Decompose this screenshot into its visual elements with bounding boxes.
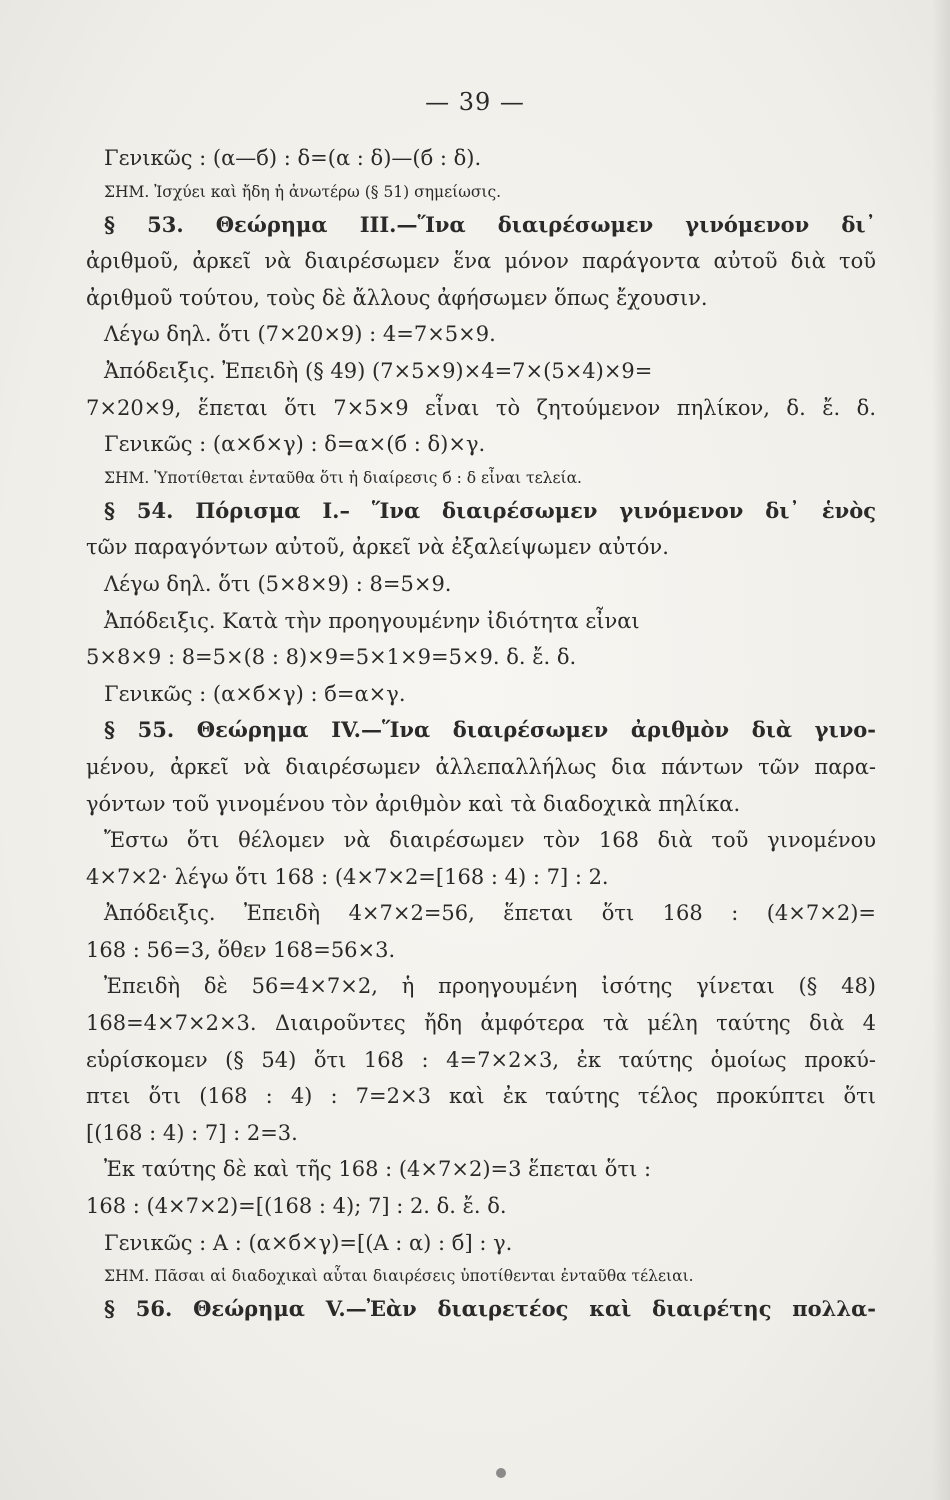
text-line: Ἀπόδειξις. Ἐπειδὴ (§ 49) (7×5×9)×4=7×(5×4)×9= — [104, 358, 653, 383]
printer-dot-mark — [496, 1468, 506, 1478]
section-heading-56: § 56. Θεώρημα V.—Ἐὰν διαιρετέος καὶ διαιρέτης πολλα- — [104, 1296, 876, 1322]
text-line: 168 : 56=3, ὅθεν 168=56×3. — [86, 937, 396, 962]
section-heading-54: § 54. Πόρισμα I.– Ἵνα διαιρέσωμεν γινόμενον δι᾽ ἑνὸς — [104, 497, 876, 523]
note-line: ΣΗΜ. Ὑποτίθεται ἐνταῦθα ὅτι ἡ διαίρεσις б : δ εἶναι τελεία. — [104, 468, 582, 487]
text-line: ἀριθμοῦ, ἀρκεῖ νὰ διαιρέσωμεν ἕνα μόνον παράγοντα αὐτοῦ διὰ τοῦ — [86, 249, 876, 274]
text-line: ἀριθμοῦ τούτου, τοὺς δὲ ἄλλους ἀφήσωμεν ὅπως ἔχουσιν. — [86, 285, 708, 310]
text-line: Λέγω δηλ. ὅτι (7×20×9) : 4=7×5×9. — [104, 322, 496, 347]
text-line: Ἀπόδειξις. Ἐπειδὴ 4×7×2=56, ἕπεται ὅτι 168 : (4×7×2)= — [104, 901, 876, 926]
text-line: τῶν παραγόντων αὐτοῦ, ἀρκεῖ νὰ ἐξαλείψωμεν αὐτόν. — [86, 535, 669, 560]
text-line: Γενικῶς : (α—б) : δ=(α : δ)—(б : δ). — [104, 146, 482, 170]
text-line: 4×7×2· λέγω ὅτι 168 : (4×7×2=[168 : 4) : 7] : 2. — [86, 864, 609, 889]
text-line: Γενικῶς : (α×б×γ) : б=α×γ. — [104, 681, 406, 706]
text-line: Γενικῶς : Α : (α×б×γ)=[(Α : α) : б] : γ. — [104, 1230, 513, 1255]
section-heading-55: § 55. Θεώρημα IV.—Ἵνα διαιρέσωμεν ἀριθμὸν διὰ γινο- — [104, 717, 876, 743]
section-heading-53: § 53. Θεώρημα III.—Ἵνα διαιρέσωμεν γινόμενον δι᾽ — [104, 211, 876, 237]
text-line: Ἐκ ταύτης δὲ καὶ τῆς 168 : (4×7×2)=3 ἕπεται ὅτι : — [104, 1157, 652, 1182]
text-line: Γενικῶς : (α×б×γ) : δ=α×(б : δ)×γ. — [104, 432, 486, 457]
page-number: — 39 — — [425, 88, 525, 116]
text-line: [(168 : 4) : 7] : 2=3. — [86, 1120, 298, 1145]
note-line: ΣΗΜ. Ἰσχύει καὶ ἤδη ἡ ἀνωτέρω (§ 51) σημείωσις. — [104, 182, 502, 201]
text-line: μένου, ἀρκεῖ νὰ διαιρέσωμεν ἀλλεπαλλήλως δια πάντων τῶν παρα- — [86, 754, 876, 779]
text-line: 7×20×9, ἕπεται ὅτι 7×5×9 εἶναι τὸ ζητούμενον πηλίκον, δ. ἔ. δ. — [86, 395, 876, 420]
text-line: Λέγω δηλ. ὅτι (5×8×9) : 8=5×9. — [104, 571, 452, 596]
text-line: 168=4×7×2×3. Διαιροῦντες ἤδη ἀμφότερα τὰ μέλη ταύτης διὰ 4 — [86, 1011, 876, 1036]
text-line: γόντων τοῦ γινομένου τὸν ἀριθμὸν καὶ τὰ διαδοχικὰ πηλίκα. — [86, 791, 741, 816]
text-line: Ἐπειδὴ δὲ 56=4×7×2, ἡ προηγουμένη ἰσότης γίνεται (§ 48) — [104, 974, 876, 999]
page-body — [86, 140, 876, 1328]
text-line: εὑρίσκομεν (§ 54) ὅτι 168 : 4=7×2×3, ἐκ ταύτης ὁμοίως προκύ- — [86, 1047, 876, 1072]
text-line: Ἀπόδειξις. Κατὰ τὴν προηγουμένην ἰδιότητα εἶναι — [104, 608, 640, 633]
text-line: πτει ὅτι (168 : 4) : 7=2×3 καὶ ἐκ ταύτης τέλος προκύπτει ὅτι — [86, 1084, 876, 1109]
text-line: Ἔστω ὅτι θέλομεν νὰ διαιρέσωμεν τὸν 168 διὰ τοῦ γινομένου — [104, 828, 876, 853]
page-edge-shadow — [932, 0, 950, 1500]
text-line: 168 : (4×7×2)=[(168 : 4); 7] : 2. δ. ἔ. δ. — [86, 1194, 507, 1219]
text-line: 5×8×9 : 8=5×(8 : 8)×9=5×1×9=5×9. δ. ἔ. δ. — [86, 645, 577, 670]
note-line: ΣΗΜ. Πᾶσαι αἱ διαδοχικαὶ αὗται διαιρέσεις ὑποτίθενται ἐνταῦθα τέλειαι. — [104, 1267, 694, 1286]
